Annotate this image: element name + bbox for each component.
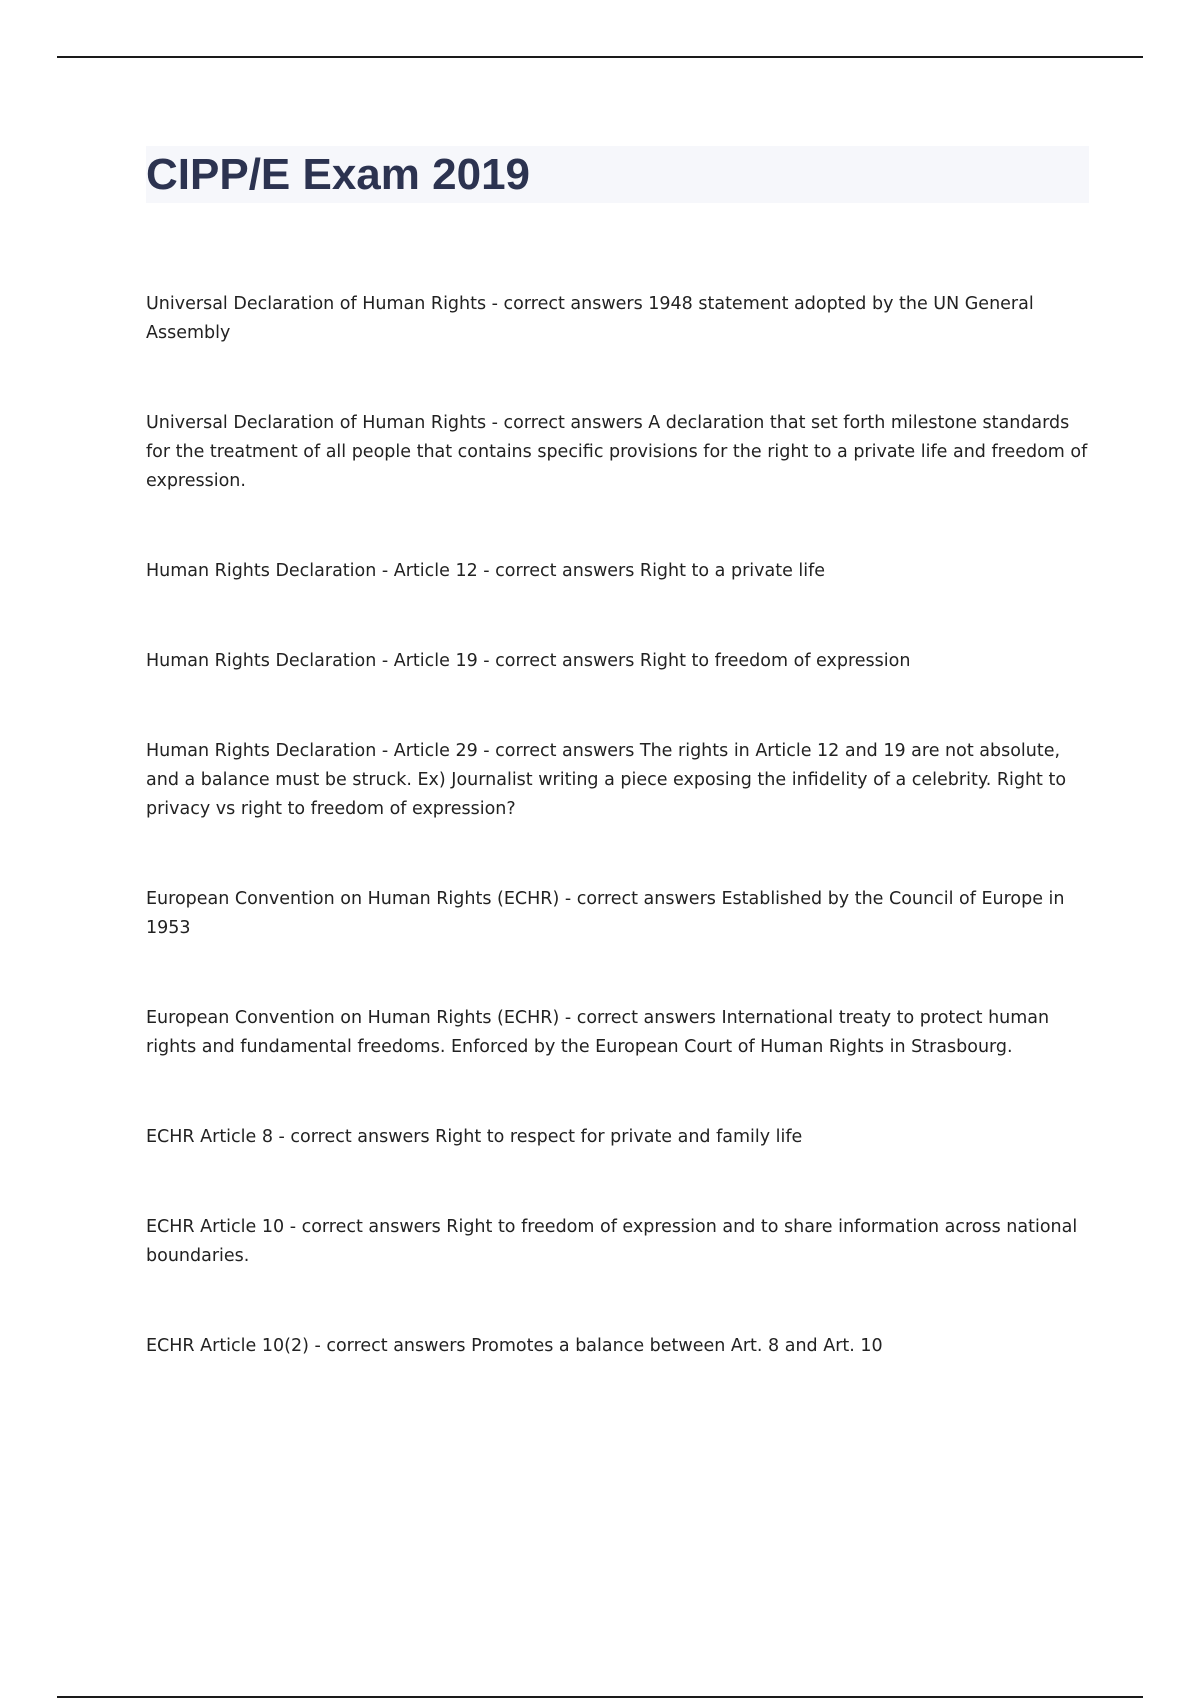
flashcard-entry-4: Human Rights Declaration - Article 19 - correct answers Right to freedom of expression [146, 651, 911, 671]
flashcard-entry-10: ECHR Article 10(2) - correct answers Promotes a balance between Art. 8 and Art. 10 [146, 1336, 883, 1356]
bottom-divider [57, 1696, 1143, 1698]
flashcard-entry-5: Human Rights Declaration - Article 29 - correct answers The rights in Article 12 and 19 are not absolute, and a balance must be struck. Ex) Journalist writing a piece exposing the infidelity of a celebrity. Right to privacy vs right to freedom of expression? [146, 741, 1067, 819]
flashcard-entry-1: Universal Declaration of Human Rights - correct answers 1948 statement adopted by the UN General Assembly [146, 294, 1034, 343]
flashcard-entry-9: ECHR Article 10 - correct answers Right to freedom of expression and to share information across national boundaries. [146, 1217, 1078, 1266]
flashcard-entry-6: European Convention on Human Rights (ECHR) - correct answers Established by the Council of Europe in 1953 [146, 889, 1065, 938]
flashcard-entry-8: ECHR Article 8 - correct answers Right to respect for private and family life [146, 1127, 803, 1147]
flashcard-list [146, 290, 1096, 1361]
top-divider [57, 56, 1143, 58]
document-title: CIPP/E Exam 2019 [146, 150, 531, 199]
flashcard-entry-7: European Convention on Human Rights (ECHR) - correct answers International treaty to protect human rights and fundamental freedoms. Enforced by the European Court of Human Rights in Strasbourg. [146, 1008, 1050, 1057]
flashcard-entry-2: Universal Declaration of Human Rights - correct answers A declaration that set forth milestone standards for the treatment of all people that contains specific provisions for the right to a private life and freedom of expression. [146, 413, 1088, 491]
flashcard-entry-3: Human Rights Declaration - Article 12 - correct answers Right to a private life [146, 561, 826, 581]
